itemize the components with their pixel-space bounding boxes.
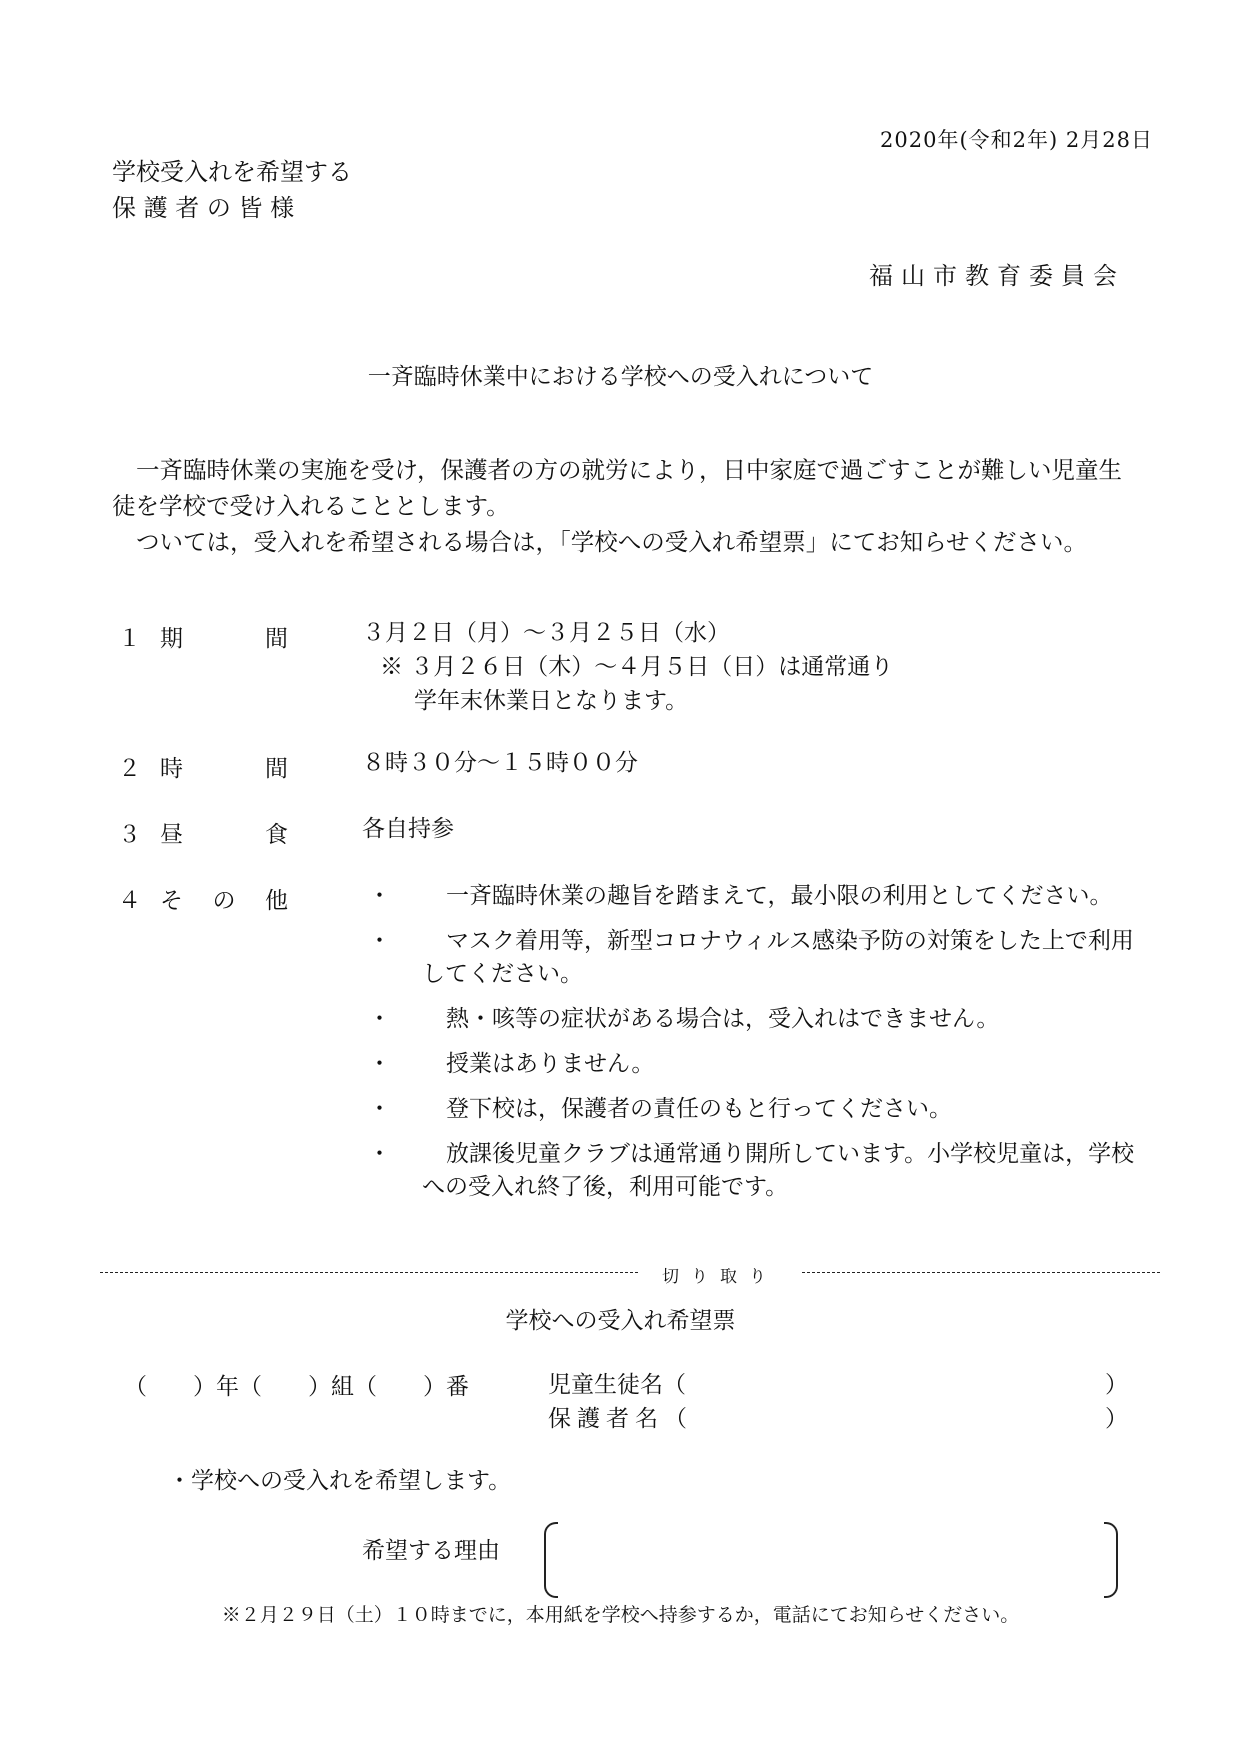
cut-line-label: 切り取り <box>640 1262 800 1287</box>
item-1-number: １ <box>118 626 141 652</box>
bullet-text: 一斉臨時休業の趣旨を踏まえて，最小限の利用としてください。 <box>446 883 1113 909</box>
item-1-label-a: 期 <box>160 626 183 652</box>
bullet-item <box>368 880 1148 913</box>
item-3-label <box>160 816 288 849</box>
cut-line <box>100 1262 1160 1287</box>
bullet-text: 熱・咳等の症状がある場合は，受入れはできません。 <box>446 1006 1000 1032</box>
addressee <box>112 154 352 226</box>
bullet-item <box>368 1138 1148 1204</box>
form-footnote: ※２月２９日（土）１０時までに，本用紙を学校へ持参するか，電話にてお知らせください。 <box>221 1604 1020 1626</box>
reason-label: 希望する理由 <box>362 1538 500 1564</box>
bullet-mark: ・ <box>368 883 391 909</box>
bullet-mark: ・ <box>368 1141 391 1167</box>
item-3-label-b: 食 <box>265 822 288 848</box>
bullet-item <box>368 1003 1148 1036</box>
bullet-mark: ・ <box>368 1006 391 1032</box>
cut-line-dash-left <box>100 1272 638 1273</box>
item-1-label <box>160 620 288 653</box>
intro-paragraph-1: 一斉臨時休業の実施を受け，保護者の方の就労により，日中家庭で過ごすことが難しい児童生徒を学校で受け入れることとします。 <box>112 456 1123 520</box>
item-2-number: ２ <box>118 756 141 782</box>
item-3-number: ３ <box>118 822 141 848</box>
bullet-item <box>368 1093 1148 1126</box>
guardian-name-field[interactable] <box>548 1402 1128 1436</box>
addressee-line-2: 保 護 者 の 皆 様 <box>112 194 295 222</box>
document-title: 一斉臨時休業中における学校への受入れについて <box>367 364 874 390</box>
item-2-value: ８時３０分～１５時００分 <box>362 750 638 776</box>
issue-date: 2020年(令和2年) 2月28日 <box>880 128 1153 152</box>
guardian-name-close-paren: ） <box>1105 1406 1128 1432</box>
cut-line-dash-right <box>802 1272 1160 1273</box>
addressee-line-1: 学校受入れを希望する <box>112 158 352 186</box>
bullet-mark: ・ <box>368 1051 391 1077</box>
hope-statement: ・学校への受入れを希望します。 <box>168 1468 512 1494</box>
item-2-label-b: 間 <box>265 756 288 782</box>
item-4-label <box>160 882 288 915</box>
issuer: 福山市教育委員会 <box>869 262 1125 290</box>
item-4-label-mid: の <box>212 888 236 914</box>
bullet-mark: ・ <box>368 1096 391 1122</box>
item-1-note-line-1: ※ ３月２６日（木）～４月５日（日）は通常通り <box>380 654 894 680</box>
item-4-label-a: そ <box>160 888 183 914</box>
item-2-label <box>160 750 288 783</box>
item-1-note-line-2: 学年末休業日となります。 <box>414 688 689 714</box>
item-2-label-a: 時 <box>160 756 183 782</box>
bullet-item <box>368 1048 1148 1081</box>
bullet-item <box>368 925 1148 991</box>
bullet-mark: ・ <box>368 928 391 954</box>
item-4-number: ４ <box>118 888 141 914</box>
form-title: 学校への受入れ希望票 <box>505 1308 736 1334</box>
intro-text <box>112 452 1132 560</box>
intro-paragraph-2: ついては，受入れを希望される場合は，「学校への受入れ希望票」にてお知らせください。 <box>136 528 1088 556</box>
item-3-label-a: 昼 <box>160 822 183 848</box>
bullet-text: 登下校は，保護者の責任のもと行ってください。 <box>446 1096 952 1122</box>
item-4-label-b: 他 <box>265 888 288 914</box>
student-name-close-paren: ） <box>1105 1372 1128 1398</box>
item-4-bullet-list <box>368 880 1148 1216</box>
bullet-text: 授業はありません。 <box>446 1051 655 1077</box>
item-1-label-b: 間 <box>265 626 288 652</box>
item-1-value: ３月２日（月）～３月２５日（水） <box>362 620 730 646</box>
reason-input-area[interactable] <box>562 1528 1098 1588</box>
grade-class-number-field[interactable]: （ ）年（ ）組（ ）番 <box>124 1374 469 1400</box>
bullet-text: 放課後児童クラブは通常通り開所しています。小学校児童は，学校への受入れ終了後，利用可能です。 <box>422 1141 1135 1200</box>
item-3-value: 各自持参 <box>362 816 454 842</box>
student-name-field[interactable] <box>548 1368 1128 1402</box>
student-name-label: 児童生徒名（ <box>548 1372 686 1398</box>
name-fields <box>548 1368 1128 1436</box>
bullet-text: マスク着用等，新型コロナウィルス感染予防の対策をした上で利用してください。 <box>422 928 1134 987</box>
reason-bracket-right <box>1104 1522 1118 1598</box>
reason-bracket-left <box>544 1522 558 1598</box>
guardian-name-label: 保護者名（ <box>548 1406 693 1432</box>
